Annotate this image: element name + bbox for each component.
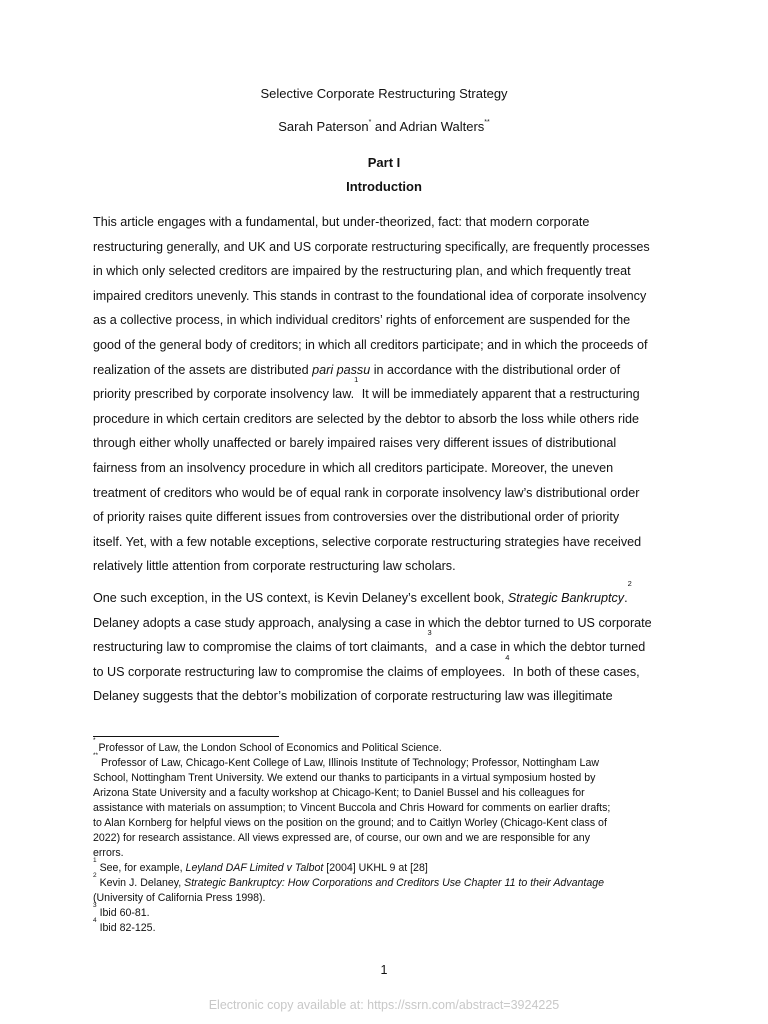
text-line: treatment of creditors who would be of equal rank in corporate insolvency law’s distributional order <box>93 485 640 500</box>
ssrn-footer-link[interactable]: Electronic copy available at: https://ssrn.com/abstract=3924225 <box>208 998 560 1012</box>
book-title: Strategic Bankruptcy: How Corporations and Creditors Use Chapter 11 to their Advantage <box>184 877 605 889</box>
footnote-text: Ibid 82-125. <box>96 922 156 934</box>
text-run: One such exception, in the US context, is Kevin Delaney’s excellent book, <box>93 591 508 605</box>
text-line: itself. Yet, with a few notable exceptions, selective corporate restructuring strategies have received <box>93 534 642 549</box>
footnotes <box>93 737 713 936</box>
text-line: as a collective process, in which individual creditors’ rights of enforcement are suspended for the <box>93 313 631 328</box>
footnote-text: 2022) for research assistance. All views expressed are, of course, our own and we are responsible for any <box>93 832 590 844</box>
footnote-mark: * <box>93 737 96 744</box>
text-line <box>93 628 675 660</box>
footnote-text: Professor of Law, Chicago-Kent College of Law, Illinois Institute of Technology; Professor, Nottingham Law <box>98 757 599 769</box>
text-line: restructuring generally, and UK and US corporate restructuring specifically, are frequently processes <box>93 239 650 254</box>
page-number: 1 <box>380 963 388 977</box>
footnote-text: See, for example, <box>96 862 186 874</box>
footnote-text: Ibid 60-81. <box>96 907 150 919</box>
text-run: to US corporate restructuring law to compromise the claims of employees. <box>93 664 506 679</box>
author-conjunction: and <box>371 119 400 134</box>
text-line <box>93 652 675 685</box>
part-heading: Part I <box>367 155 401 170</box>
text-line: relatively little attention from corporate restructuring law scholars. <box>93 559 456 574</box>
footnote <box>93 857 713 876</box>
text-line: This article engages with a fundamental, but under-theorized, fact: that modern corporate <box>93 215 590 229</box>
author-line <box>0 119 768 134</box>
footnote <box>93 752 713 861</box>
author-footnote-mark[interactable]: ** <box>484 119 490 126</box>
text-run: in accordance with the distributional order of <box>370 362 621 377</box>
book-title: Strategic Bankruptcy <box>507 591 625 605</box>
text-line: of priority raises quite different issues from controversies over the distributional order of priority <box>93 510 620 525</box>
footnote-text: Professor of Law, the London School of Economics and Political Science. <box>95 742 442 754</box>
footnote-mark: 2 <box>93 872 97 879</box>
text-run: . <box>624 591 628 605</box>
footnote-mark: ** <box>93 752 99 759</box>
author-name: Adrian Walters <box>399 119 485 134</box>
text-line: Delaney suggests that the debtor’s mobilization of corporate restructuring law was illegitimate <box>93 689 613 704</box>
footnote-divider <box>93 736 279 737</box>
body-paragraph <box>93 579 675 709</box>
footnote-text: Kevin J. Delaney, <box>96 877 185 889</box>
text-line: impaired creditors unevenly. This stands in contrast to the foundational idea of corporate insolvency <box>93 288 647 303</box>
body-paragraph <box>93 210 675 579</box>
footnote-text: (University of California Press 1998). <box>93 892 266 904</box>
footnote-text: Arizona State University and a faculty workshop at Chicago-Kent; to Daniel Bussel and his colleagues for <box>93 787 585 799</box>
footnote-ref[interactable]: 3 <box>427 628 432 638</box>
author-name: Sarah Paterson <box>278 119 369 134</box>
text-line <box>93 375 675 407</box>
footnote-mark: 1 <box>93 857 97 864</box>
text-run: and a case in which the debtor turned <box>431 640 646 655</box>
text-run: In both of these cases, <box>509 664 640 679</box>
text-line: fairness from an insolvency procedure in which all creditors participate. Moreover, the uneven <box>93 460 614 475</box>
paper-title: Selective Corporate Restructuring Strategy <box>260 86 508 101</box>
footnote-ref[interactable]: 1 <box>354 375 359 385</box>
footnote-text: School, Nottingham Trent University. We extend our thanks to participants in a virtual symposium hosted by <box>93 772 596 784</box>
italic-term: pari passu <box>312 362 371 377</box>
text-line: through either wholly unaffected or barely impaired raises very different issues of distributional <box>93 436 617 451</box>
footnote-text: to Alan Kornberg for helpful views on the position on the ground; and to Caitlyn Worley (Chicago-Kent class of <box>93 817 607 829</box>
footnote <box>93 872 713 906</box>
text-line <box>93 358 675 383</box>
text-run: realization of the assets are distributed <box>93 362 313 377</box>
section-heading: Introduction <box>346 179 422 194</box>
author-footnote-mark[interactable]: * <box>368 119 372 126</box>
footnote-text: [2004] UKHL 9 at [28] <box>323 862 428 874</box>
footnote-ref[interactable]: 2 <box>627 579 632 588</box>
text-line: good of the general body of creditors; in which all creditors participate; and in which the proceeds of <box>93 337 648 352</box>
case-name: Leyland DAF Limited v Talbot <box>185 862 324 874</box>
text-line: procedure in which certain creditors are selected by the debtor to absorb the loss while others ride <box>93 411 640 426</box>
footnote <box>93 737 713 756</box>
footnote-text: assistance with materials on assumption; to Vincent Buccola and Chris Howard for comments on earlier drafts; <box>93 802 611 814</box>
text-run: It will be immediately apparent that a restructuring <box>358 387 640 402</box>
footnote <box>93 902 713 921</box>
text-line: in which only selected creditors are impaired by the restructuring plan, and which frequently treat <box>93 264 631 279</box>
footnote-mark: 4 <box>93 917 97 924</box>
text-line: Delaney adopts a case study approach, analysing a case in which the debtor turned to US corporate <box>93 615 652 630</box>
footnote <box>93 917 713 936</box>
footnote-mark: 3 <box>93 902 97 909</box>
footnote-text: errors. <box>93 847 124 859</box>
footnote-ref[interactable]: 4 <box>505 652 510 662</box>
text-run: restructuring law to compromise the claims of tort claimants, <box>93 640 428 655</box>
text-line <box>93 579 675 611</box>
text-run: priority prescribed by corporate insolvency law. <box>93 387 355 402</box>
